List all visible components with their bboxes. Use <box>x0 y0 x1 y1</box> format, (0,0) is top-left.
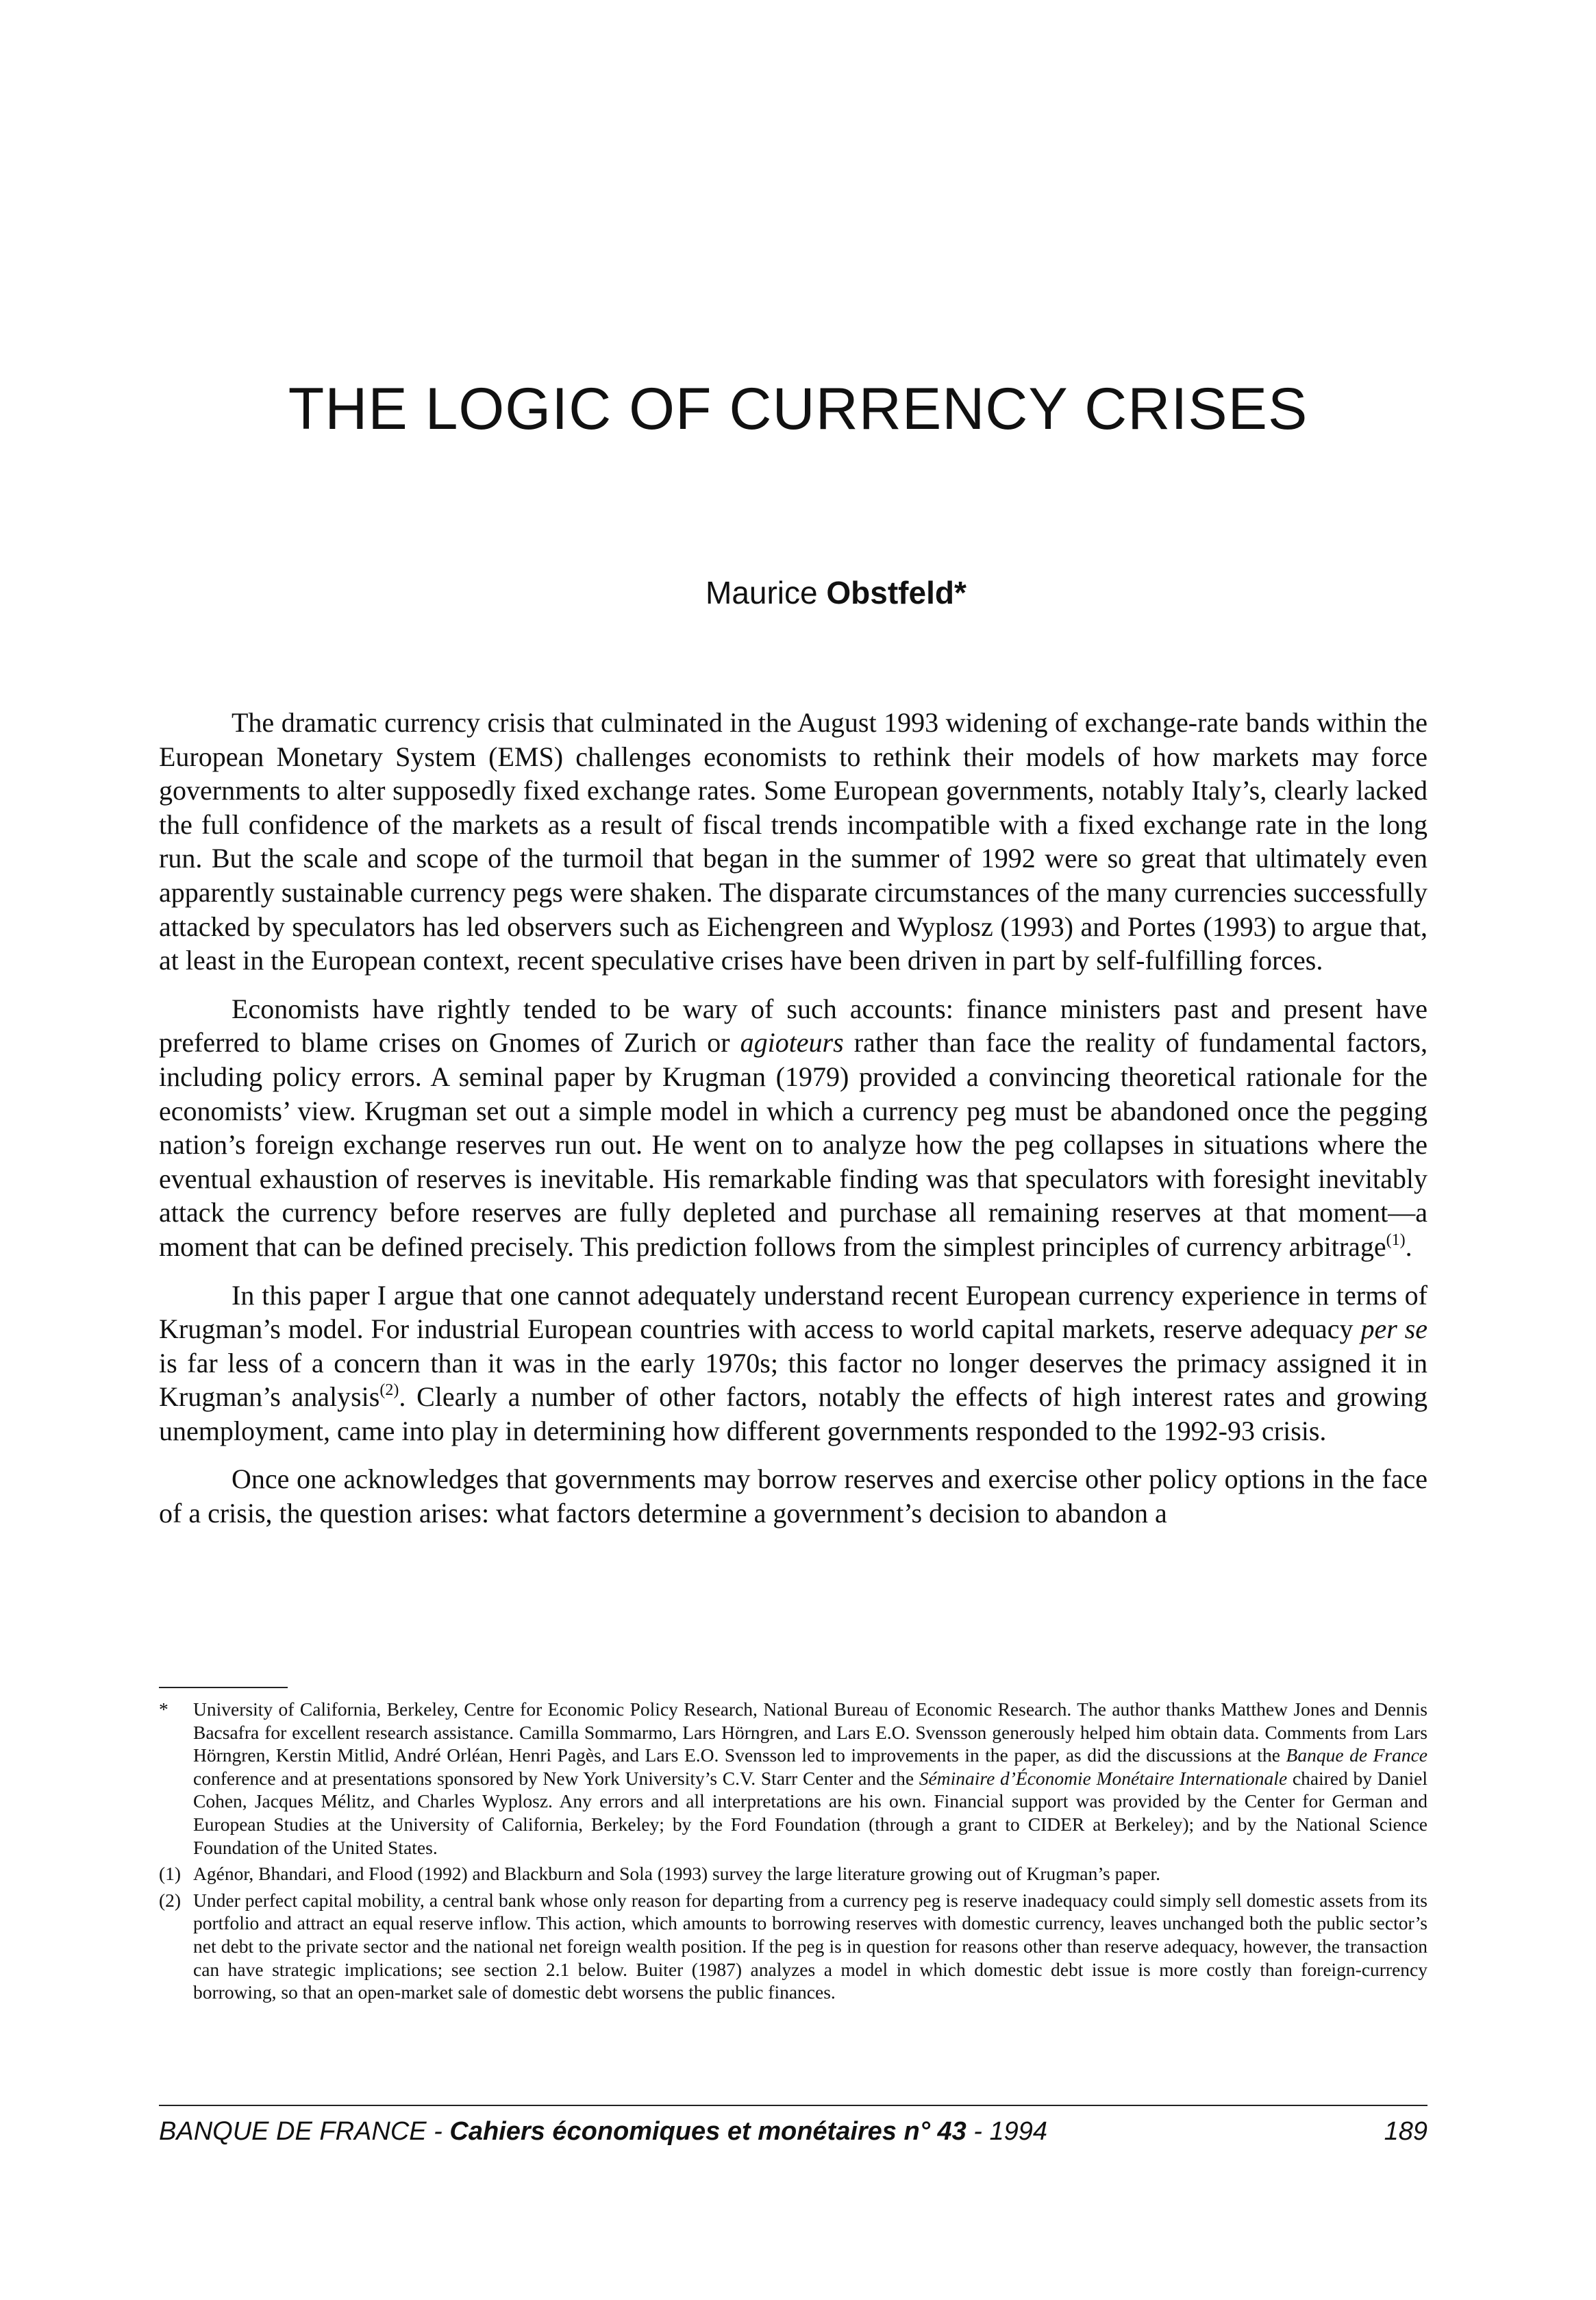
paragraph-2-text-a: Economists have rightly tended to be wary of such accounts: finance ministers past and present have preferred to blame crises on Gnomes of Zurich or <box>159 993 1427 1059</box>
footnote-2-mark: (2) <box>159 1889 182 1911</box>
body-text <box>159 706 1427 1545</box>
paragraph-4 <box>159 1462 1427 1530</box>
author-line <box>706 574 967 611</box>
footer-journal <box>159 2117 1047 2146</box>
paragraph-1 <box>159 706 1427 978</box>
page-number: 189 <box>1384 2117 1427 2146</box>
paragraph-3-text-a: In this paper I argue that one cannot adequately understand recent European currency experience in terms of Krugman’s model. For industrial European countries with access to world capital markets, reserve adequacy <box>159 1279 1427 1345</box>
footnote-1 <box>159 1862 1427 1885</box>
footnote-star-mark: * <box>159 1698 169 1720</box>
paragraph-3 <box>159 1278 1427 1448</box>
paragraph-3-text-b: is far less of a concern than it was in the early 1970s; this factor no longer deserves the primacy assigned it in Krugman’s analysis <box>159 1347 1427 1413</box>
paragraph-4-text: Once one acknowledges that governments may borrow reserves and exercise other policy options in the face of a crisis, the question arises: what factors determine a government’s decision to abandon a <box>159 1463 1427 1529</box>
footer-journal-title: Cahiers économiques et monétaires n° 43 <box>449 2117 967 2146</box>
footnote-1-text: Agénor, Bhandari, and Flood (1992) and Blackburn and Sola (1993) survey the large literature growing out of Krugman’s paper. <box>193 1863 1161 1885</box>
footnote-divider <box>159 1687 288 1688</box>
footnote-1-mark: (1) <box>159 1863 182 1885</box>
paragraph-3-text-c: . Clearly a number of other factors, notably the effects of high interest rates and growing unemployment, came into play in determining how different governments responded to the 1992-93 crisis. <box>159 1381 1428 1446</box>
footnote-star-text <box>193 1698 1427 1859</box>
paragraph-2-italic: agioteurs <box>740 1027 844 1059</box>
footnote-star <box>159 1698 1427 1859</box>
paragraph-2-text-b: rather than face the reality of fundamental factors, including policy errors. A seminal paper by Krugman (1979) provided a convincing theoretical rationale for the economists’ view. Krugman set out a simple model in which a currency peg must be abandoned once the pegging nation’s foreign exchange reserves run out. He went on to analyze how the peg collapses in situations where the eventual exhaustion of reserves is inevitable. His remarkable finding was that speculators with foresight inevitably attack the currency before reserves are fully depleted and purchase all remaining reserves at that moment—a moment that can be defined precisely. This prediction follows from the simplest principles of currency arbitrage <box>159 1027 1427 1262</box>
footnotes <box>159 1698 1427 2007</box>
footnote-ref-2: (2) <box>379 1381 399 1400</box>
footnote-star-italic-1: Banque de France <box>1286 1744 1427 1766</box>
footnote-star-text-c: chaired by Daniel Cohen, Jacques Mélitz, and Charles Wyplosz. Any errors and all interpretations are his own. Financial support was provided by the Center for German and European Studies at the University of California, Berkeley; by the Ford Foundation (through a grant to CIDER at Berkeley); and by the National Science Foundation of the United States. <box>193 1767 1428 1858</box>
footnote-star-text-b: conference and at presentations sponsored by New York University’s C.V. Starr Center and the <box>193 1767 919 1789</box>
author-first-name: Maurice <box>706 575 818 610</box>
footnote-2-text: Under perfect capital mobility, a central bank whose only reason for departing from a currency peg is reserve inadequacy could simply sell domestic assets from its portfolio and attract an equal reserve inflow. This action, which amounts to borrowing reserves with domestic currency, leaves unchanged both the public sector’s net debt to the private sector and the national net foreign wealth position. If the peg is in question for reasons other than reserve adequacy, however, the transaction can have strategic implications; see section 2.1 below. Buiter (1987) analyzes a model in which domestic debt issue is more costly than foreign-currency borrowing, so that an open-market sale of domestic debt worsens the public finances. <box>193 1889 1427 2003</box>
footer-year: - 1994 <box>966 2117 1048 2146</box>
author-last-name: Obstfeld <box>826 575 954 610</box>
footnote-ref-1: (1) <box>1386 1231 1406 1249</box>
footnote-star-italic-2: Séminaire d’Économie Monétaire Internationale <box>919 1767 1288 1789</box>
paragraph-1-text: The dramatic currency crisis that culminated in the August 1993 widening of exchange-rate bands within the European Monetary System (EMS) challenges economists to rethink their models of how markets may force governments to alter supposedly fixed exchange rates. Some European governments, notably Italy’s, clearly lacked the full confidence of the markets as a result of fiscal trends incompatible with a fixed exchange rate in the long run. But the scale and scope of the turmoil that began in the summer of 1992 were so great that ultimately even apparently sustainable currency pegs were shaken. The disparate circumstances of the many currencies successfully attacked by speculators has led observers such as Eichengreen and Wyplosz (1993) and Portes (1993) to argue that, at least in the European context, recent speculative crises have been driven in part by self-fulfilling forces. <box>159 707 1427 976</box>
footnote-star-text-a: University of California, Berkeley, Centre for Economic Policy Research, National Bureau of Economic Research. The author thanks Matthew Jones and Dennis Bacsafra for excellent research assistance. Camilla Sommarmo, Lars Hörngren, and Lars E.O. Svensson generously helped him obtain data. Comments from Lars Hörngren, Kerstin Mitlid, André Orléan, Henri Pagès, and Lars E.O. Svensson led to improvements in the paper, as did the discussions at the <box>193 1698 1427 1766</box>
paragraph-3-italic: per se <box>1360 1313 1428 1345</box>
footer-publisher: BANQUE DE FRANCE - <box>159 2117 450 2146</box>
paper-title: THE LOGIC OF CURRENCY CRISES <box>288 376 1308 442</box>
author-footnote-mark: * <box>953 575 967 610</box>
footer-divider <box>159 2105 1427 2106</box>
page-footer <box>159 2117 1427 2147</box>
paragraph-2-text-c: . <box>1405 1231 1412 1262</box>
paragraph-2 <box>159 992 1427 1264</box>
footnote-2 <box>159 1889 1427 2004</box>
